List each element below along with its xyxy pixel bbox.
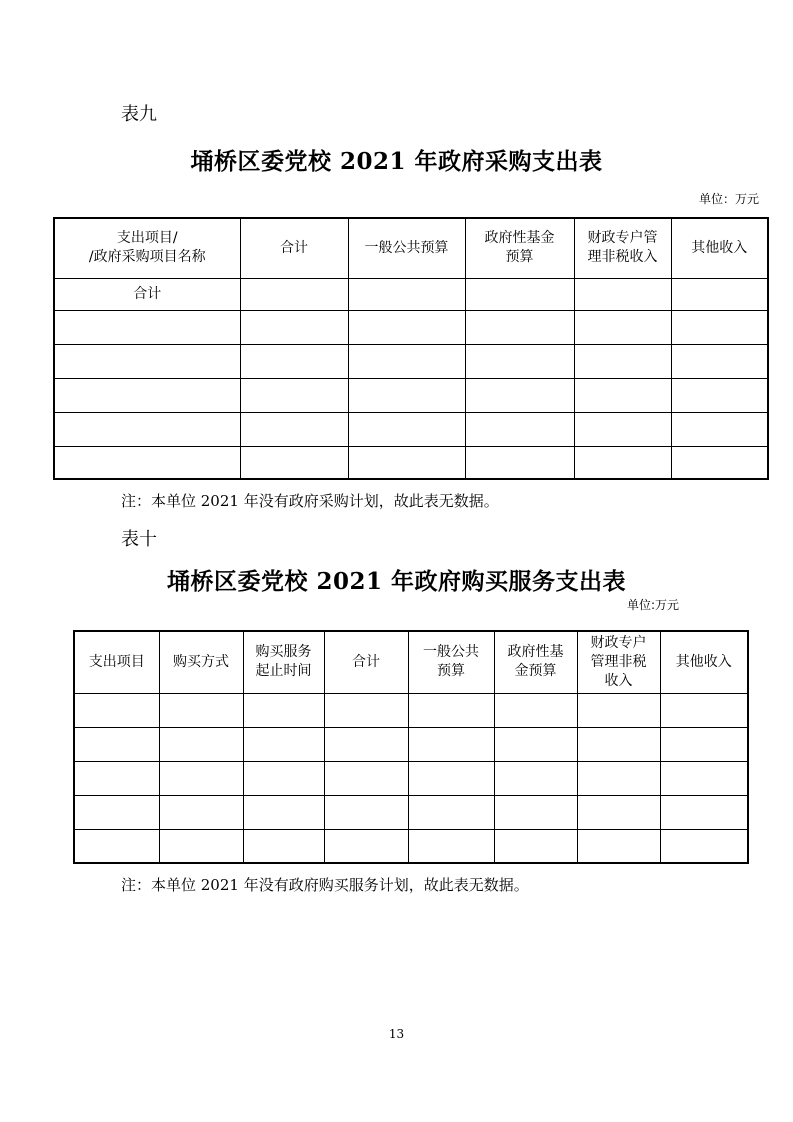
- table-cell: [159, 829, 243, 863]
- table9-header-cell: 政府性基金 预算: [465, 218, 574, 278]
- table-cell: [408, 693, 494, 727]
- table-cell: [240, 344, 348, 378]
- table-cell: [494, 829, 577, 863]
- table10-header-cell: 其他收入: [660, 631, 748, 693]
- table-row: [54, 378, 768, 412]
- table-cell: [324, 795, 408, 829]
- table-cell: [465, 446, 574, 479]
- table-cell: [408, 795, 494, 829]
- table-cell: [574, 412, 671, 446]
- table-cell: [660, 693, 748, 727]
- table9-total-label: 合计: [54, 278, 240, 310]
- table-cell: [408, 829, 494, 863]
- table9-header-cell: 支出项目/ /政府采购项目名称: [54, 218, 240, 278]
- table-row: [74, 829, 748, 863]
- table10-header-cell: 购买方式: [159, 631, 243, 693]
- table-cell: [577, 829, 660, 863]
- table-cell: [243, 829, 324, 863]
- table9-header-cell: 合计: [240, 218, 348, 278]
- table-cell: [348, 344, 465, 378]
- table-cell: [660, 829, 748, 863]
- table-cell: [574, 310, 671, 344]
- table9-header-cell: 其他收入: [671, 218, 768, 278]
- table9-header-row: [54, 218, 768, 278]
- table-cell: [574, 344, 671, 378]
- table-row: [74, 727, 748, 761]
- table9-grid: [53, 217, 769, 480]
- table10-title: 埇桥区委党校 2021 年政府购买服务支出表: [166, 568, 627, 595]
- table9-header-cell: 一般公共预算: [348, 218, 465, 278]
- table-cell: [348, 446, 465, 479]
- table-cell: [159, 693, 243, 727]
- table-cell: [408, 727, 494, 761]
- table-cell: [574, 446, 671, 479]
- table-cell: [494, 761, 577, 795]
- table10-header-cell: 财政专户 管理非税 收入: [577, 631, 660, 693]
- page-number: 13: [388, 1027, 405, 1041]
- table-cell: [159, 761, 243, 795]
- table-cell: [577, 693, 660, 727]
- table9-unit: 单位：万元: [698, 192, 759, 206]
- table-cell: [243, 693, 324, 727]
- table-cell: [671, 278, 768, 310]
- table-row: [54, 344, 768, 378]
- table-cell: [660, 761, 748, 795]
- table-cell: [324, 761, 408, 795]
- table-cell: [240, 310, 348, 344]
- table-row: [54, 446, 768, 479]
- table-row: [54, 412, 768, 446]
- table-cell: [671, 378, 768, 412]
- table-cell: [671, 412, 768, 446]
- table-cell: [494, 795, 577, 829]
- table10-header-cell: 合计: [324, 631, 408, 693]
- table9-header-cell: 财政专户管 理非税收入: [574, 218, 671, 278]
- table-cell: [54, 344, 240, 378]
- table-row: [74, 693, 748, 727]
- table-cell: [54, 310, 240, 344]
- table-cell: [243, 727, 324, 761]
- table-cell: [494, 693, 577, 727]
- table-cell: [465, 278, 574, 310]
- table9-total-row: [54, 278, 768, 310]
- table-cell: [348, 278, 465, 310]
- table9-label: 表九: [121, 104, 157, 125]
- table-cell: [243, 761, 324, 795]
- table10-grid: [73, 630, 749, 864]
- table-cell: [574, 278, 671, 310]
- table-cell: [74, 795, 159, 829]
- table-cell: [54, 378, 240, 412]
- table10-header-cell: 购买服务 起止时间: [243, 631, 324, 693]
- table10-header-row: [74, 631, 748, 693]
- table10-label: 表十: [121, 529, 157, 550]
- table10-note: 注：本单位 2021 年没有政府购买服务计划，故此表无数据。: [121, 876, 529, 894]
- table10-unit: 单位:万元: [627, 598, 680, 612]
- table-cell: [348, 310, 465, 344]
- table-cell: [159, 727, 243, 761]
- table-cell: [54, 412, 240, 446]
- table-cell: [494, 727, 577, 761]
- table-cell: [577, 795, 660, 829]
- table-cell: [577, 761, 660, 795]
- table-cell: [324, 693, 408, 727]
- table-cell: [465, 412, 574, 446]
- table9-note: 注：本单位 2021 年没有政府采购计划，故此表无数据。: [121, 492, 499, 510]
- table-cell: [348, 378, 465, 412]
- table-cell: [348, 412, 465, 446]
- table-cell: [324, 727, 408, 761]
- table-cell: [74, 761, 159, 795]
- table10-header-cell: 政府性基 金预算: [494, 631, 577, 693]
- table-cell: [408, 761, 494, 795]
- table-cell: [671, 310, 768, 344]
- table-cell: [671, 344, 768, 378]
- table-cell: [74, 727, 159, 761]
- table-cell: [240, 412, 348, 446]
- table9-title: 埇桥区委党校 2021 年政府采购支出表: [190, 148, 603, 175]
- table-cell: [671, 446, 768, 479]
- table-cell: [240, 278, 348, 310]
- table-cell: [240, 378, 348, 412]
- table-row: [74, 795, 748, 829]
- table-cell: [660, 795, 748, 829]
- table10-header-cell: 一般公共 预算: [408, 631, 494, 693]
- table-cell: [243, 795, 324, 829]
- table-cell: [74, 693, 159, 727]
- table-cell: [74, 829, 159, 863]
- table-cell: [240, 446, 348, 479]
- table-cell: [159, 795, 243, 829]
- table-cell: [465, 378, 574, 412]
- table-cell: [465, 344, 574, 378]
- table-cell: [324, 829, 408, 863]
- table-cell: [660, 727, 748, 761]
- table-cell: [577, 727, 660, 761]
- table-row: [74, 761, 748, 795]
- table-cell: [54, 446, 240, 479]
- table-cell: [574, 378, 671, 412]
- table-cell: [465, 310, 574, 344]
- table-row: [54, 310, 768, 344]
- table10-header-cell: 支出项目: [74, 631, 159, 693]
